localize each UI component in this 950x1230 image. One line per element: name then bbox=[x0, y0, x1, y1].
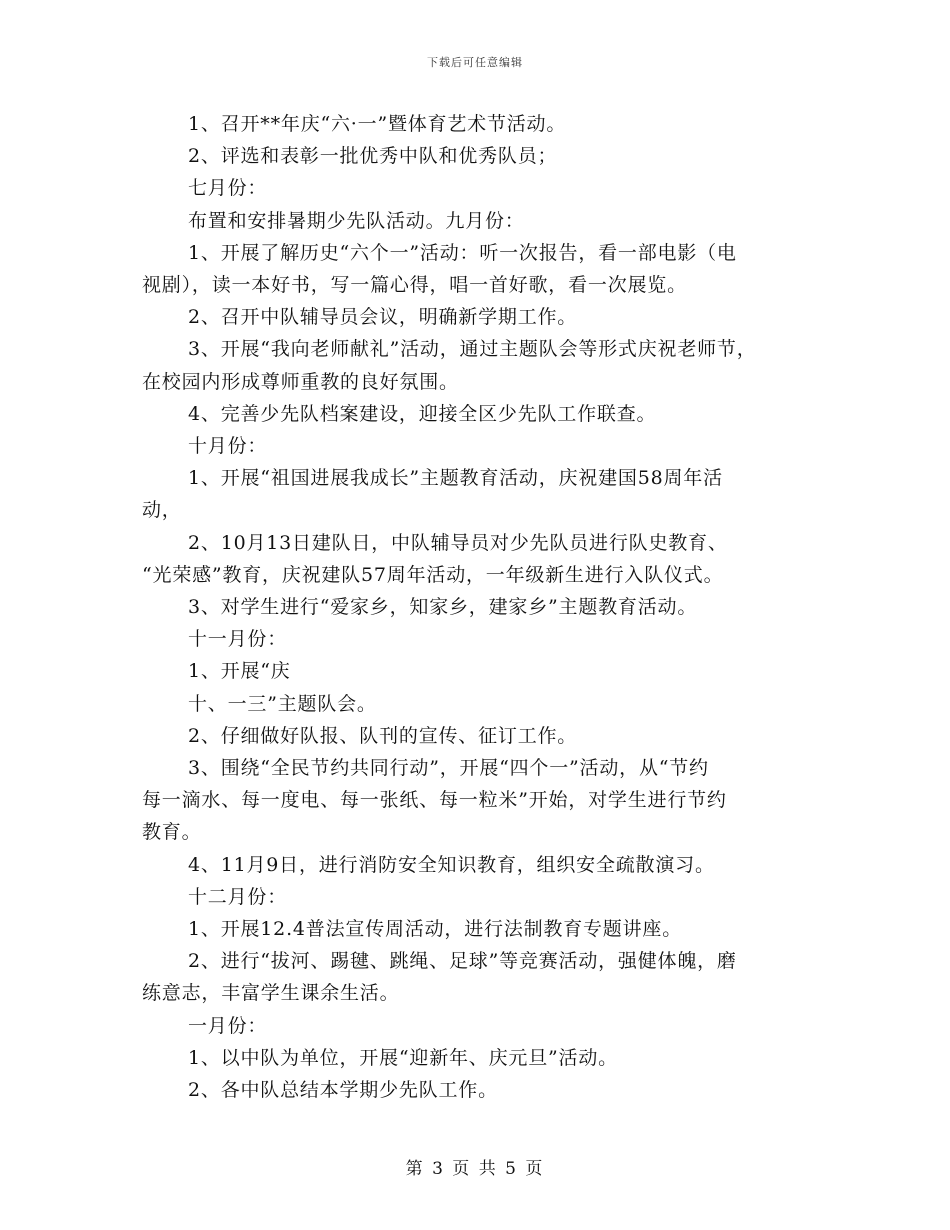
paragraph-line: 十二月份： bbox=[188, 885, 288, 908]
paragraph-line: 1、开展12.4普法宣传周活动，进行法制教育专题讲座。 bbox=[188, 918, 682, 941]
paragraph-line: 十月份： bbox=[188, 435, 268, 458]
paragraph-line: 1、召开**年庆“六·一”暨体育艺术节活动。 bbox=[188, 113, 567, 135]
paragraph-line: 教育。 bbox=[142, 821, 202, 844]
paragraph-line: 3、开展“我向老师献礼”活动，通过主题队会等形式庆祝老师节， bbox=[188, 338, 757, 361]
paragraph-line: 1、以中队为单位，开展“迎新年、庆元旦”活动。 bbox=[188, 1046, 618, 1069]
paragraph-line: 动， bbox=[142, 499, 182, 522]
paragraph-line: 1、开展“庆 bbox=[188, 660, 291, 683]
paragraph-line: 2、召开中队辅导员会议，明确新学期工作。 bbox=[188, 306, 578, 329]
paragraph-line: 2、评选和表彰一批优秀中队和优秀队员； bbox=[188, 145, 558, 168]
paragraph-line: 布置和安排暑期少先队活动。九月份： bbox=[188, 209, 525, 232]
paragraph-line: 1、开展“祖国进展我成长”主题教育活动，庆祝建国58周年活 bbox=[188, 467, 723, 490]
paragraph-line: 在校园内形成尊师重教的良好氛围。 bbox=[142, 370, 459, 393]
paragraph-line: 1、开展了解历史“六个一”活动：听一次报告，看一部电影（电 bbox=[188, 241, 737, 264]
paragraph-line: 4、11月9日，进行消防安全知识教育，组织安全疏散演习。 bbox=[188, 853, 715, 876]
paragraph-line: 3、围绕“全民节约共同行动”，开展“四个一”活动，从“节约 bbox=[188, 757, 709, 780]
paragraph-line: 七月份： bbox=[188, 177, 268, 200]
paragraph-line: 一月份： bbox=[188, 1014, 268, 1037]
page-number: 第 3 页 共 5 页 bbox=[405, 1159, 545, 1179]
paragraph-line: “光荣感”教育，庆祝建队57周年活动，一年级新生进行入队仪式。 bbox=[142, 563, 724, 586]
paragraph-line: 2、各中队总结本学期少先队工作。 bbox=[188, 1079, 498, 1102]
page-header-note: 下载后可任意编辑 bbox=[427, 56, 523, 69]
paragraph-line: 3、对学生进行“爱家乡，知家乡，建家乡”主题教育活动。 bbox=[188, 596, 698, 619]
paragraph-line: 2、进行“拔河、踢毽、跳绳、足球”等竞赛活动，强健体魄，磨 bbox=[188, 950, 737, 973]
paragraph-line: 4、完善少先队档案建设，迎接全区少先队工作联查。 bbox=[188, 402, 657, 425]
paragraph-line: 每一滴水、每一度电、每一张纸、每一粒米”开始，对学生进行节约 bbox=[142, 789, 727, 812]
paragraph-line: 视剧），读一本好书，写一篇心得，唱一首好歌，看一次展览。 bbox=[142, 274, 687, 297]
paragraph-line: 十一月份： bbox=[188, 628, 288, 651]
document-body bbox=[142, 108, 812, 1106]
paragraph-line: 练意志，丰富学生课余生活。 bbox=[142, 982, 400, 1005]
paragraph-line: 2、仔细做好队报、队刊的宣传、征订工作。 bbox=[188, 724, 578, 747]
paragraph-line: 十、一三”主题队会。 bbox=[188, 692, 377, 715]
paragraph-line: 2、10月13日建队日，中队辅导员对少先队员进行队史教育、 bbox=[188, 531, 728, 554]
